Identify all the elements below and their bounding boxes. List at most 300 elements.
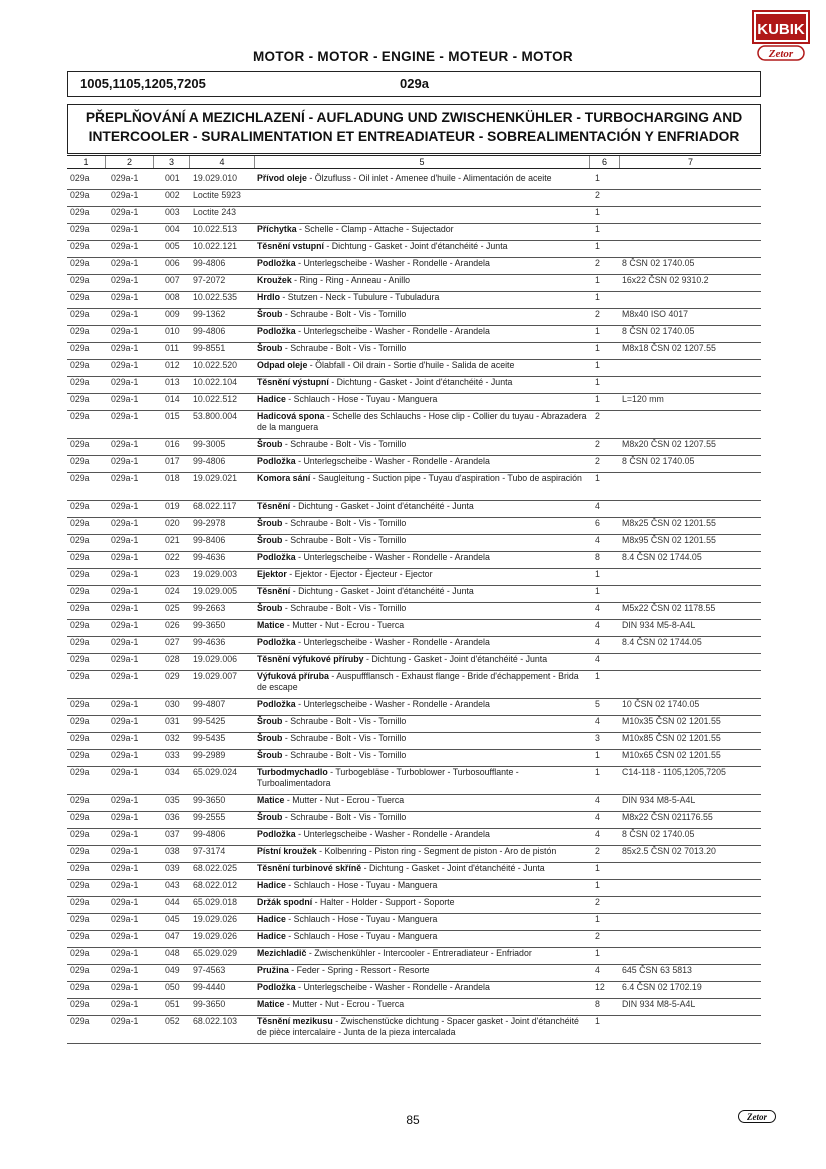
cell-c4: 19.029.007 bbox=[193, 671, 238, 681]
cell-description bbox=[257, 1016, 587, 1038]
cell-c3: 047 bbox=[165, 931, 180, 941]
description-translations: - Ring - Ring - Anneau - Anillo bbox=[291, 275, 411, 285]
description-translations: - Mutter - Nut - Ecrou - Tuerca bbox=[284, 999, 405, 1009]
description-translations: - Schelle - Clamp - Attache - Sujectador bbox=[296, 224, 454, 234]
cell-c2: 029a-1 bbox=[111, 569, 139, 579]
table-row bbox=[67, 636, 761, 654]
cell-quantity: 4 bbox=[595, 965, 600, 975]
cell-note: M8x25 ČSN 02 1201.55 bbox=[622, 518, 716, 528]
description-translations: - Dichtung - Gasket - Joint d'étanchéité - Junta bbox=[323, 241, 508, 251]
cell-c2: 029a-1 bbox=[111, 439, 139, 449]
column-header-row bbox=[67, 155, 761, 169]
cell-c3: 031 bbox=[165, 716, 180, 726]
description-czech: Šroub bbox=[257, 603, 283, 613]
cell-c3: 019 bbox=[165, 501, 180, 511]
cell-c1: 029a bbox=[70, 880, 90, 890]
description-translations: - Mutter - Nut - Ecrou - Tuerca bbox=[284, 620, 405, 630]
description-czech: Hadice bbox=[257, 880, 286, 890]
cell-c1: 029a bbox=[70, 948, 90, 958]
table-row bbox=[67, 749, 761, 767]
cell-description bbox=[257, 897, 587, 908]
cell-quantity: 1 bbox=[595, 224, 600, 234]
cell-c2: 029a-1 bbox=[111, 914, 139, 924]
cell-quantity: 1 bbox=[595, 1016, 600, 1026]
description-translations: - Turbogebläse - Turboblower - Turbosoufflante - Turboalimentadora bbox=[257, 767, 519, 788]
cell-c1: 029a bbox=[70, 377, 90, 387]
cell-c2: 029a-1 bbox=[111, 343, 139, 353]
cell-c1: 029a bbox=[70, 863, 90, 873]
cell-note: M8x40 ISO 4017 bbox=[622, 309, 689, 319]
cell-c1: 029a bbox=[70, 411, 90, 421]
cell-quantity: 1 bbox=[595, 750, 600, 760]
cell-quantity: 2 bbox=[595, 897, 600, 907]
cell-c2: 029a-1 bbox=[111, 411, 139, 421]
cell-c4: 99-8406 bbox=[193, 535, 226, 545]
cell-c2: 029a-1 bbox=[111, 880, 139, 890]
cell-c3: 045 bbox=[165, 914, 180, 924]
column-header: 2 bbox=[105, 156, 153, 168]
description-czech: Těsnění bbox=[257, 586, 291, 596]
cell-c1: 029a bbox=[70, 795, 90, 805]
description-translations: - Schraube - Bolt - Vis - Tornillo bbox=[282, 812, 407, 822]
cell-c1: 029a bbox=[70, 275, 90, 285]
table-row bbox=[67, 438, 761, 456]
cell-quantity: 1 bbox=[595, 377, 600, 387]
cell-c2: 029a-1 bbox=[111, 309, 139, 319]
cell-note: M8x18 ČSN 02 1207.55 bbox=[622, 343, 716, 353]
cell-c2: 029a-1 bbox=[111, 795, 139, 805]
cell-c3: 023 bbox=[165, 569, 180, 579]
cell-note: M5x22 ČSN 02 1178.55 bbox=[622, 603, 716, 613]
cell-c1: 029a bbox=[70, 569, 90, 579]
cell-c3: 027 bbox=[165, 637, 180, 647]
cell-c2: 029a-1 bbox=[111, 948, 139, 958]
cell-c1: 029a bbox=[70, 654, 90, 664]
description-translations: - Schraube - Bolt - Vis - Tornillo bbox=[282, 343, 407, 353]
cell-c1: 029a bbox=[70, 190, 90, 200]
description-translations: - Schlauch - Hose - Tuyau - Manguera bbox=[285, 914, 438, 924]
table-row bbox=[67, 862, 761, 880]
description-translations: - Kolbenring - Piston ring - Segment de piston - Aro de pistón bbox=[316, 846, 557, 856]
table-row bbox=[67, 342, 761, 360]
cell-c2: 029a-1 bbox=[111, 812, 139, 822]
table-row bbox=[67, 206, 761, 224]
cell-c2: 029a-1 bbox=[111, 258, 139, 268]
description-czech: Podložka bbox=[257, 699, 296, 709]
description-czech: Matice bbox=[257, 620, 285, 630]
cell-c3: 028 bbox=[165, 654, 180, 664]
cell-c1: 029a bbox=[70, 829, 90, 839]
cell-c4: 68.022.025 bbox=[193, 863, 238, 873]
cell-c1: 029a bbox=[70, 360, 90, 370]
cell-c1: 029a bbox=[70, 258, 90, 268]
cell-c4: 65.029.018 bbox=[193, 897, 238, 907]
description-translations: - Halter - Holder - Support - Soporte bbox=[312, 897, 455, 907]
cell-quantity: 1 bbox=[595, 767, 600, 777]
cell-c3: 043 bbox=[165, 880, 180, 890]
cell-c3: 020 bbox=[165, 518, 180, 528]
description-czech: Šroub bbox=[257, 716, 283, 726]
cell-c4: 99-4440 bbox=[193, 982, 226, 992]
cell-c4: 99-1362 bbox=[193, 309, 226, 319]
table-row bbox=[67, 715, 761, 733]
cell-note: M10x65 ČSN 02 1201.55 bbox=[622, 750, 721, 760]
cell-c2: 029a-1 bbox=[111, 767, 139, 777]
description-czech: Podložka bbox=[257, 829, 296, 839]
cell-c4: 10.022.520 bbox=[193, 360, 238, 370]
table-row bbox=[67, 189, 761, 207]
table-row bbox=[67, 534, 761, 552]
description-translations: - Unterlegscheibe - Washer - Rondelle - Arandela bbox=[295, 552, 490, 562]
cell-quantity: 2 bbox=[595, 411, 600, 421]
cell-c3: 049 bbox=[165, 965, 180, 975]
cell-note: 85x2.5 ČSN 02 7013.20 bbox=[622, 846, 716, 856]
cell-c2: 029a-1 bbox=[111, 750, 139, 760]
description-translations: - Ölzufluss - Oil inlet - Amenee d'huile - Alimentación de aceite bbox=[306, 173, 552, 183]
description-czech: Podložka bbox=[257, 326, 296, 336]
description-translations: - Schraube - Bolt - Vis - Tornillo bbox=[282, 518, 407, 528]
cell-c3: 026 bbox=[165, 620, 180, 630]
cell-quantity: 4 bbox=[595, 654, 600, 664]
cell-c3: 009 bbox=[165, 309, 180, 319]
cell-c2: 029a-1 bbox=[111, 620, 139, 630]
table-row bbox=[67, 240, 761, 258]
cell-c1: 029a bbox=[70, 716, 90, 726]
description-czech: Těsnění výfukové příruby bbox=[257, 654, 364, 664]
cell-note: C14-118 - 1105,1205,7205 bbox=[622, 767, 726, 777]
description-translations: - Auspuffflansch - Exhaust flange - Bride d'échappement - Brida de escape bbox=[257, 671, 579, 692]
description-czech: Matice bbox=[257, 999, 285, 1009]
table-row bbox=[67, 517, 761, 535]
description-translations: - Dichtung - Gasket - Joint d'étanchéité - Junta bbox=[363, 654, 548, 664]
description-translations: - Unterlegscheibe - Washer - Rondelle - Arandela bbox=[295, 637, 490, 647]
model-list: 1005,1105,1205,7205 bbox=[80, 76, 206, 91]
cell-note: L=120 mm bbox=[622, 394, 664, 404]
cell-c4: 19.029.021 bbox=[193, 473, 238, 483]
cell-c1: 029a bbox=[70, 439, 90, 449]
description-czech: Podložka bbox=[257, 552, 296, 562]
description-translations: - Ejektor - Ejector - Éjecteur - Ejector bbox=[286, 569, 433, 579]
table-row bbox=[67, 619, 761, 637]
description-czech: Hadice bbox=[257, 394, 286, 404]
cell-quantity: 1 bbox=[595, 241, 600, 251]
cell-c1: 029a bbox=[70, 535, 90, 545]
cell-quantity: 4 bbox=[595, 829, 600, 839]
description-czech: Těsnění vstupní bbox=[257, 241, 324, 251]
description-czech: Šroub bbox=[257, 812, 283, 822]
cell-c2: 029a-1 bbox=[111, 456, 139, 466]
cell-c3: 002 bbox=[165, 190, 180, 200]
cell-c1: 029a bbox=[70, 982, 90, 992]
cell-quantity: 1 bbox=[595, 586, 600, 596]
cell-description bbox=[257, 931, 587, 942]
cell-description bbox=[257, 173, 587, 184]
cell-c3: 037 bbox=[165, 829, 180, 839]
cell-quantity: 8 bbox=[595, 999, 600, 1009]
cell-c4: 99-2555 bbox=[193, 812, 226, 822]
cell-c2: 029a-1 bbox=[111, 360, 139, 370]
cell-c3: 013 bbox=[165, 377, 180, 387]
table-row bbox=[67, 257, 761, 275]
cell-c3: 006 bbox=[165, 258, 180, 268]
cell-c3: 014 bbox=[165, 394, 180, 404]
table-row bbox=[67, 274, 761, 292]
cell-c2: 029a-1 bbox=[111, 190, 139, 200]
description-czech: Výfuková příruba bbox=[257, 671, 329, 681]
cell-c1: 029a bbox=[70, 767, 90, 777]
table-row bbox=[67, 455, 761, 473]
cell-c3: 016 bbox=[165, 439, 180, 449]
cell-quantity: 1 bbox=[595, 473, 600, 483]
cell-c4: 99-4636 bbox=[193, 552, 226, 562]
description-translations: - Unterlegscheibe - Washer - Rondelle - Arandela bbox=[295, 699, 490, 709]
table-row bbox=[67, 896, 761, 914]
description-czech: Hadice bbox=[257, 914, 286, 924]
description-translations: - Dichtung - Gasket - Joint d'étanchéité - Junta bbox=[290, 586, 474, 596]
cell-c4: 19.029.006 bbox=[193, 654, 238, 664]
cell-description bbox=[257, 654, 587, 665]
cell-note: 16x22 ČSN 02 9310.2 bbox=[622, 275, 709, 285]
cell-description bbox=[257, 795, 587, 806]
cell-note: DIN 934 M5-8-A4L bbox=[622, 620, 696, 630]
cell-quantity: 6 bbox=[595, 518, 600, 528]
cell-c4: 65.029.029 bbox=[193, 948, 238, 958]
cell-c1: 029a bbox=[70, 224, 90, 234]
cell-description bbox=[257, 671, 587, 693]
cell-c3: 050 bbox=[165, 982, 180, 992]
table-row bbox=[67, 393, 761, 411]
cell-quantity: 2 bbox=[595, 931, 600, 941]
cell-description bbox=[257, 501, 587, 512]
table-row bbox=[67, 568, 761, 586]
cell-c4: 99-5435 bbox=[193, 733, 226, 743]
description-czech: Přívod oleje bbox=[257, 173, 307, 183]
cell-c4: 97-3174 bbox=[193, 846, 226, 856]
cell-c1: 029a bbox=[70, 914, 90, 924]
description-czech: Šroub bbox=[257, 733, 283, 743]
cell-description bbox=[257, 733, 587, 744]
description-czech: Těsnění turbinové skříně bbox=[257, 863, 362, 873]
cell-c1: 029a bbox=[70, 309, 90, 319]
description-czech: Šroub bbox=[257, 518, 283, 528]
description-translations: - Dichtung - Gasket - Joint d'étanchéité - Junta bbox=[290, 501, 474, 511]
cell-description bbox=[257, 965, 587, 976]
cell-c4: 99-4807 bbox=[193, 699, 226, 709]
cell-quantity: 1 bbox=[595, 569, 600, 579]
column-header: 6 bbox=[589, 156, 619, 168]
cell-c2: 029a-1 bbox=[111, 999, 139, 1009]
section-title-line2: INTERCOOLER - SURALIMENTATION ET ENTREADIATEUR - SOBREALIMENTACIÓN Y ENFRIADOR bbox=[88, 129, 740, 144]
cell-note: M8x22 ČSN 021176.55 bbox=[622, 812, 713, 822]
cell-quantity: 1 bbox=[595, 173, 600, 183]
cell-c4: 68.022.103 bbox=[193, 1016, 238, 1026]
cell-description bbox=[257, 767, 587, 789]
table-row bbox=[67, 828, 761, 846]
cell-c3: 038 bbox=[165, 846, 180, 856]
cell-c1: 029a bbox=[70, 518, 90, 528]
cell-c2: 029a-1 bbox=[111, 733, 139, 743]
cell-c3: 007 bbox=[165, 275, 180, 285]
cell-c2: 029a-1 bbox=[111, 846, 139, 856]
cell-note: DIN 934 M8-5-A4L bbox=[622, 999, 696, 1009]
cell-quantity: 1 bbox=[595, 292, 600, 302]
description-translations: - Saugleitung - Suction pipe - Tuyau d'aspiration - Tubo de aspiración bbox=[310, 473, 582, 483]
cell-c4: Loctite 243 bbox=[193, 207, 237, 217]
cell-c3: 010 bbox=[165, 326, 180, 336]
cell-quantity: 4 bbox=[595, 603, 600, 613]
cell-quantity: 5 bbox=[595, 699, 600, 709]
cell-c4: 99-5425 bbox=[193, 716, 226, 726]
cell-c1: 029a bbox=[70, 671, 90, 681]
cell-c1: 029a bbox=[70, 173, 90, 183]
description-translations: - Zwischenkühler - Intercooler - Entreradiateur - Enfriador bbox=[306, 948, 532, 958]
cell-description bbox=[257, 535, 587, 546]
description-czech: Hadice bbox=[257, 931, 286, 941]
column-header: 4 bbox=[189, 156, 254, 168]
cell-quantity: 2 bbox=[595, 258, 600, 268]
description-czech: Šroub bbox=[257, 309, 283, 319]
cell-c3: 001 bbox=[165, 173, 180, 183]
description-czech: Šroub bbox=[257, 439, 283, 449]
cell-c2: 029a-1 bbox=[111, 716, 139, 726]
cell-c4: 19.029.026 bbox=[193, 914, 238, 924]
description-translations: - Schelle des Schlauchs - Hose clip - Collier du tuyau - Abrazadera de la manguera bbox=[257, 411, 587, 432]
description-czech: Turbodmychadlo bbox=[257, 767, 328, 777]
cell-c4: 99-3650 bbox=[193, 620, 226, 630]
table-row bbox=[67, 732, 761, 750]
cell-c4: 65.029.024 bbox=[193, 767, 238, 777]
cell-c1: 029a bbox=[70, 241, 90, 251]
cell-c3: 012 bbox=[165, 360, 180, 370]
cell-c2: 029a-1 bbox=[111, 326, 139, 336]
description-czech: Těsnění mezikusu bbox=[257, 1016, 333, 1026]
description-translations: - Schraube - Bolt - Vis - Tornillo bbox=[282, 716, 407, 726]
description-czech: Matice bbox=[257, 795, 285, 805]
cell-c3: 044 bbox=[165, 897, 180, 907]
cell-c1: 029a bbox=[70, 637, 90, 647]
cell-c4: 19.029.005 bbox=[193, 586, 238, 596]
cell-c2: 029a-1 bbox=[111, 931, 139, 941]
cell-quantity: 2 bbox=[595, 439, 600, 449]
cell-description bbox=[257, 439, 587, 450]
svg-text:KUBIK: KUBIK bbox=[757, 21, 805, 38]
cell-c1: 029a bbox=[70, 733, 90, 743]
cell-description bbox=[257, 914, 587, 925]
cell-note: M10x85 ČSN 02 1201.55 bbox=[622, 733, 721, 743]
cell-quantity: 1 bbox=[595, 360, 600, 370]
cell-c3: 039 bbox=[165, 863, 180, 873]
cell-c1: 029a bbox=[70, 699, 90, 709]
description-czech: Příchytka bbox=[257, 224, 297, 234]
table-row bbox=[67, 698, 761, 716]
cell-description bbox=[257, 518, 587, 529]
description-czech: Hadicová spona bbox=[257, 411, 325, 421]
cell-quantity: 1 bbox=[595, 671, 600, 681]
description-translations: - Unterlegscheibe - Washer - Rondelle - Arandela bbox=[295, 326, 490, 336]
cell-quantity: 1 bbox=[595, 863, 600, 873]
cell-c4: 53.800.004 bbox=[193, 411, 238, 421]
cell-c4: 99-3005 bbox=[193, 439, 226, 449]
cell-c2: 029a-1 bbox=[111, 699, 139, 709]
cell-c3: 011 bbox=[165, 343, 180, 353]
table-row bbox=[67, 291, 761, 309]
cell-c4: 99-4806 bbox=[193, 456, 226, 466]
cell-description bbox=[257, 343, 587, 354]
svg-text:Zetor: Zetor bbox=[768, 48, 794, 60]
cell-c2: 029a-1 bbox=[111, 829, 139, 839]
cell-c3: 052 bbox=[165, 1016, 180, 1026]
cell-note: 8 ČSN 02 1740.05 bbox=[622, 326, 695, 336]
section-title-line1: PŘEPLŇOVÁNÍ A MEZICHLAZENÍ - AUFLADUNG UND ZWISCHENKÜHLER - TURBOCHARGING AND bbox=[85, 110, 743, 125]
description-translations: - Dichtung - Gasket - Joint d'étanchéité - Junta bbox=[361, 863, 545, 873]
cell-quantity: 1 bbox=[595, 343, 600, 353]
description-translations: - Mutter - Nut - Ecrou - Tuerca bbox=[284, 795, 405, 805]
description-czech: Mezichladič bbox=[257, 948, 307, 958]
cell-c2: 029a-1 bbox=[111, 275, 139, 285]
cell-c3: 022 bbox=[165, 552, 180, 562]
cell-c3: 015 bbox=[165, 411, 180, 421]
cell-description bbox=[257, 275, 587, 286]
cell-c3: 033 bbox=[165, 750, 180, 760]
cell-c4: 99-2989 bbox=[193, 750, 226, 760]
cell-c1: 029a bbox=[70, 394, 90, 404]
cell-c4: 99-4806 bbox=[193, 326, 226, 336]
cell-c4: 10.022.512 bbox=[193, 394, 238, 404]
table-row bbox=[67, 223, 761, 241]
cell-c4: 19.029.026 bbox=[193, 931, 238, 941]
cell-c3: 008 bbox=[165, 292, 180, 302]
cell-description bbox=[257, 586, 587, 597]
cell-quantity: 12 bbox=[595, 982, 605, 992]
cell-c2: 029a-1 bbox=[111, 377, 139, 387]
cell-c1: 029a bbox=[70, 456, 90, 466]
table-row bbox=[67, 308, 761, 326]
cell-quantity: 4 bbox=[595, 637, 600, 647]
cell-note: M8x95 ČSN 02 1201.55 bbox=[622, 535, 716, 545]
cell-c4: 10.022.121 bbox=[193, 241, 238, 251]
cell-quantity: 4 bbox=[595, 795, 600, 805]
cell-description bbox=[257, 309, 587, 320]
cell-description bbox=[257, 394, 587, 405]
cell-c2: 029a-1 bbox=[111, 552, 139, 562]
description-czech: Kroužek bbox=[257, 275, 292, 285]
cell-description bbox=[257, 241, 587, 252]
cell-c2: 029a-1 bbox=[111, 654, 139, 664]
column-header: 1 bbox=[83, 157, 89, 167]
cell-c2: 029a-1 bbox=[111, 394, 139, 404]
cell-c3: 032 bbox=[165, 733, 180, 743]
cell-note: DIN 934 M8-5-A4L bbox=[622, 795, 696, 805]
description-translations: - Schraube - Bolt - Vis - Tornillo bbox=[282, 439, 407, 449]
cell-c4: 99-4806 bbox=[193, 258, 226, 268]
table-row bbox=[67, 172, 761, 190]
cell-c1: 029a bbox=[70, 603, 90, 613]
description-translations: - Schraube - Bolt - Vis - Tornillo bbox=[282, 603, 407, 613]
cell-description bbox=[257, 224, 587, 235]
description-czech: Šroub bbox=[257, 750, 283, 760]
description-translations: - Zwischenstücke dichtung - Spacer gasket - Joint d'étanchéité de pièce intercalaire - Junta de la pieza intercalada bbox=[257, 1016, 579, 1037]
cell-c4: 10.022.535 bbox=[193, 292, 238, 302]
cell-c4: 99-4806 bbox=[193, 829, 226, 839]
cell-quantity: 4 bbox=[595, 620, 600, 630]
cell-c2: 029a-1 bbox=[111, 603, 139, 613]
description-czech: Komora sání bbox=[257, 473, 311, 483]
cell-quantity: 4 bbox=[595, 812, 600, 822]
cell-c1: 029a bbox=[70, 501, 90, 511]
cell-note: M10x35 ČSN 02 1201.55 bbox=[622, 716, 721, 726]
cell-quantity: 1 bbox=[595, 326, 600, 336]
table-row bbox=[67, 981, 761, 999]
